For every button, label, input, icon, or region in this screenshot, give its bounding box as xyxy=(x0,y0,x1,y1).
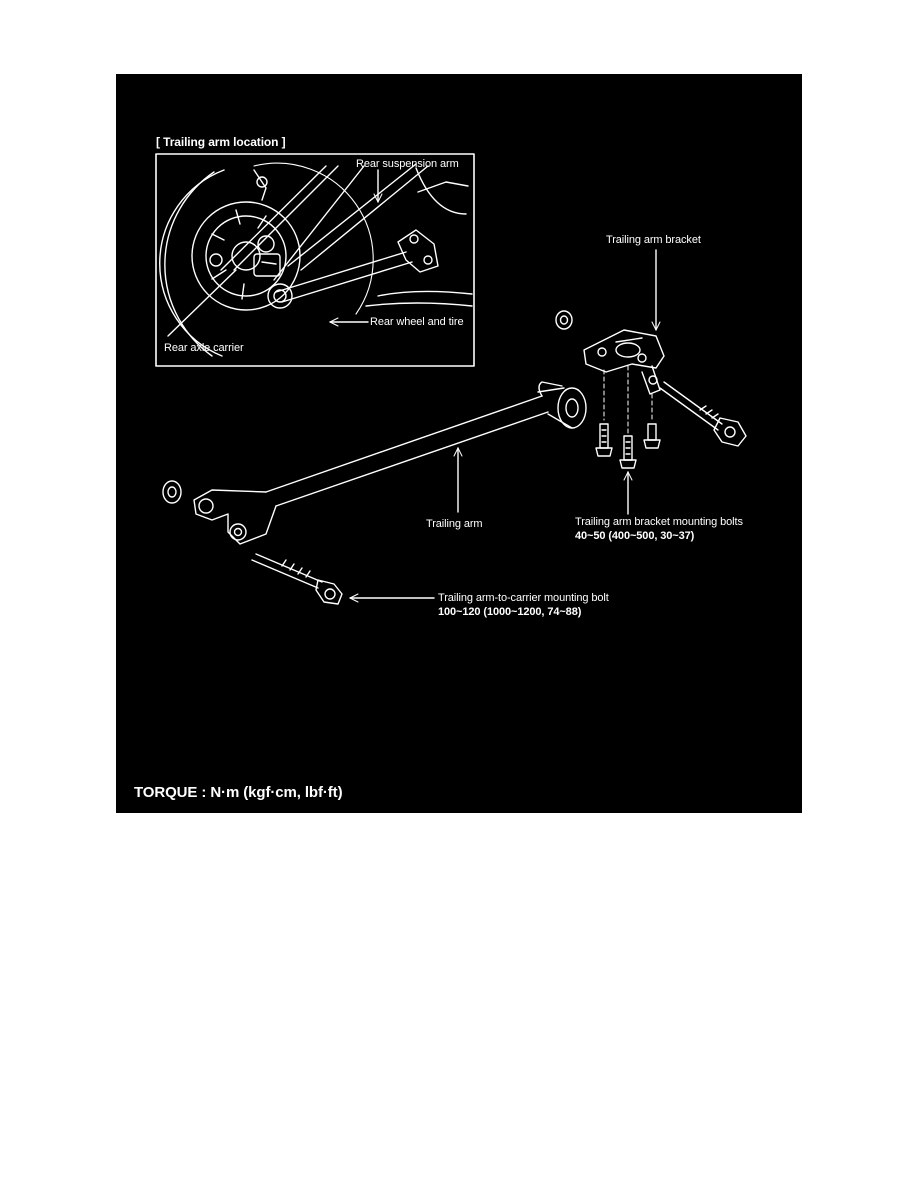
label-rear-wheel-and-tire: Rear wheel and tire xyxy=(370,316,464,328)
trailing-arm-bracket-illustration xyxy=(556,311,746,468)
label-trailing-arm-bracket: Trailing arm bracket xyxy=(606,234,701,246)
inset-frame xyxy=(156,154,474,366)
label-carrier-bolt-name: Trailing arm-to-carrier mounting bolt xyxy=(438,592,609,604)
label-bracket-bolts-torque: 40~50 (400~500, 30~37) xyxy=(575,530,695,542)
trailing-arm-illustration xyxy=(163,382,586,544)
leader-rear-axle-carrier xyxy=(168,270,236,336)
label-rear-suspension-arm: Rear suspension arm xyxy=(356,158,459,170)
inset-title: [ Trailing arm location ] xyxy=(156,135,286,149)
label-rear-axle-carrier: Rear axle carrier xyxy=(164,342,244,354)
label-bracket-bolts-name: Trailing arm bracket mounting bolts xyxy=(575,516,743,528)
label-carrier-bolt-torque: 100~120 (1000~1200, 74~88) xyxy=(438,606,582,618)
diagram-panel xyxy=(116,74,802,813)
carrier-bolt-illustration xyxy=(252,554,342,604)
label-trailing-arm: Trailing arm xyxy=(426,518,483,530)
torque-units-footer: TORQUE : N·m (kgf·cm, lbf·ft) xyxy=(134,784,343,801)
diagram-drawing xyxy=(116,74,802,813)
